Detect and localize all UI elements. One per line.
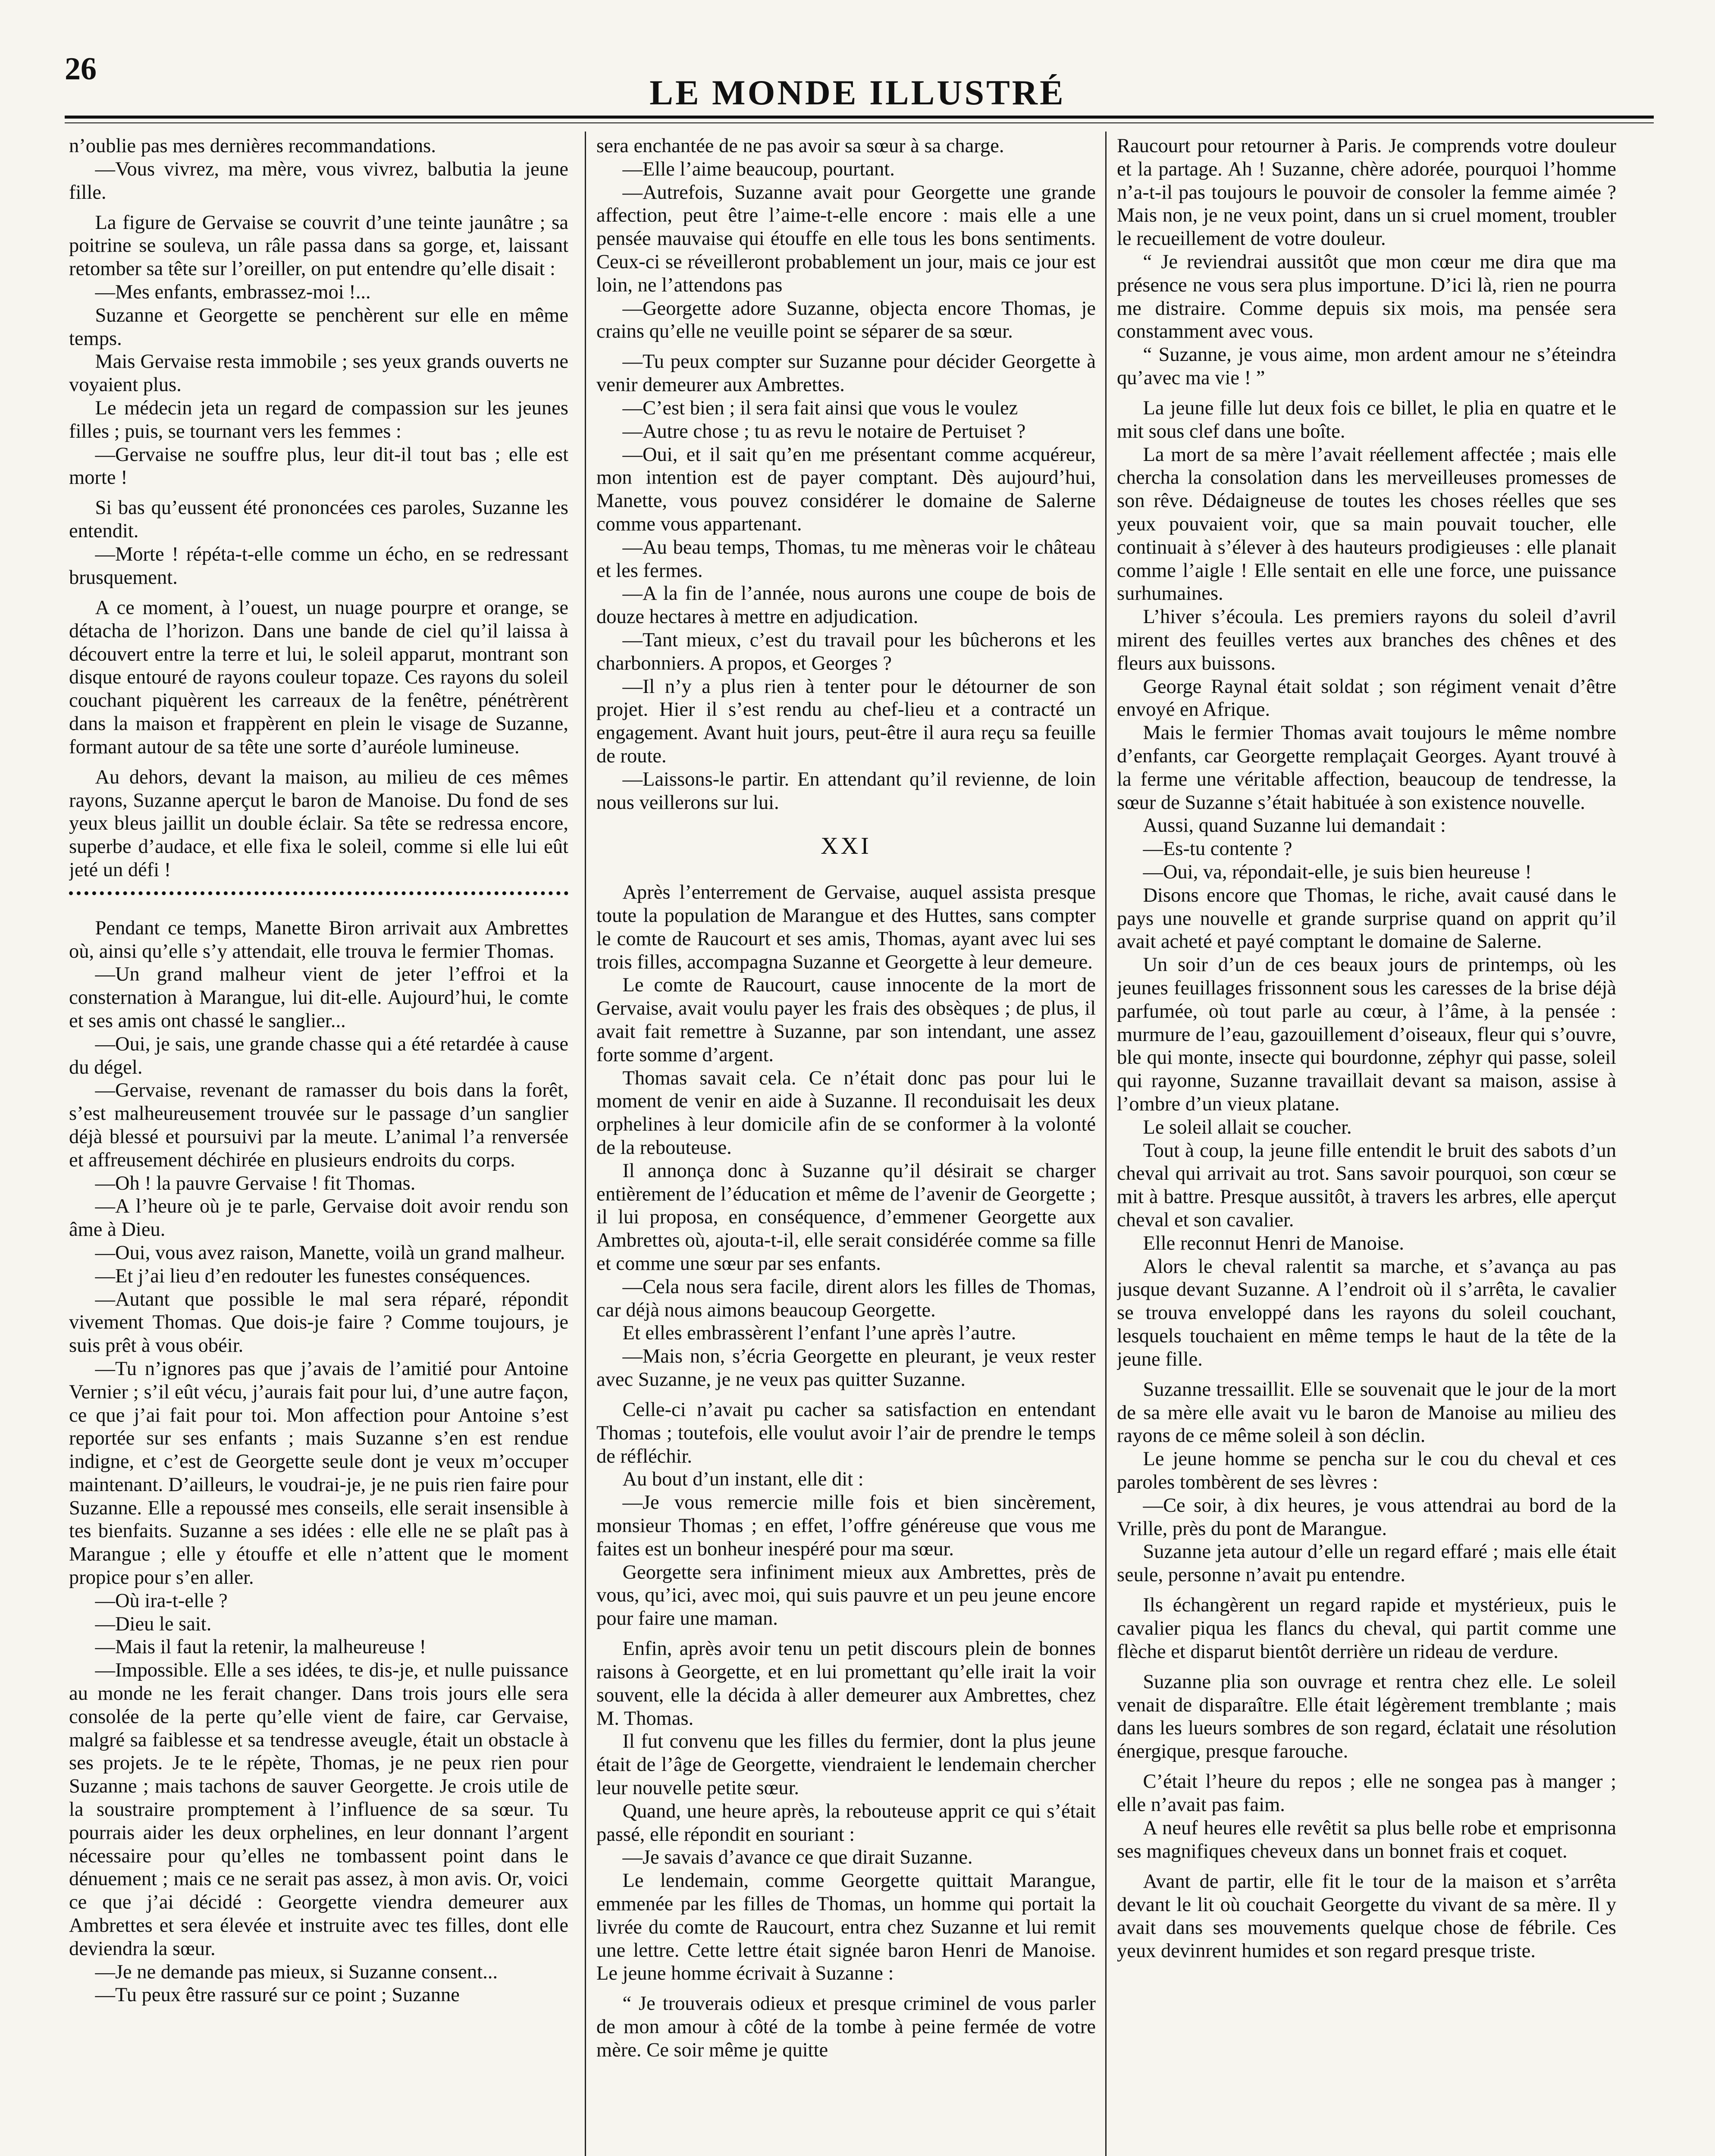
paragraph: Tout à coup, la jeune fille entendit le bruit des sabots d’un cheval qui arrivait au trot. Sans savoir pourquoi, son cœur se mit à battre. Presque aussitôt, à travers les arbres, elle aperçut cheval et son cavalier. (1117, 1139, 1616, 1231)
paragraph: —Cela nous sera facile, dirent alors les filles de Thomas, car déjà nous aimons beaucoup Georgette. (596, 1275, 1096, 1321)
paragraph: Pendant ce temps, Manette Biron arrivait aux Ambrettes où, ainsi qu’elle s’y attendait, elle trouva le fermier Thomas. (69, 917, 568, 962)
paragraph: Le comte de Raucourt, cause innocente de la mort de Gervaise, avait voulu payer les frais des obsèques ; de plus, il avait fait remettre à Suzanne, par son intendant, une assez forte somme d’argent. (596, 974, 1096, 1066)
text-column-3 (1117, 135, 1616, 2156)
paragraph: —Tu peux être rassuré sur ce point ; Suzanne (95, 1984, 460, 2006)
paragraph: La mort de sa mère l’avait réellement affectée ; mais elle chercha la consolation dans les merveilleuses promesses de son rêve. Dédaigneuse de toutes les choses réelles que ses yeux pouvaient voir, que sa main pouvait toucher, elle continuait à s’élever à des hauteurs prodigieuses : elle planait comme l’aigle ! Elle sentait en elle une force, une puissance surhumaines. (1117, 443, 1616, 605)
paragraph: —Oh ! la pauvre Gervaise ! fit Thomas. (95, 1172, 416, 1194)
paragraph: Au dehors, devant la maison, au milieu de ces mêmes rayons, Suzanne aperçut le baron de Manoise. Du fond de ses yeux bleus jaillit un double éclair. Sa tête se redressa encore, superbe d’audace, et elle fixa le soleil, comme si elle lui eût jeté un défi ! (69, 766, 568, 881)
paragraph: La figure de Gervaise se couvrit d’une teinte jaunâtre ; sa poitrine se souleva, un râle passa dans sa gorge, et, laissant retomber sa tête sur l’oreiller, on put entendre qu’elle disait : (69, 211, 568, 280)
paragraph: Le jeune homme se pencha sur le cou du cheval et ces paroles tombèrent de ses lèvres : (1117, 1448, 1616, 1493)
paragraph: —Autrefois, Suzanne avait pour Georgette une grande affection, peut être l’aime-t-elle encore : mais elle a une pensée mauvaise qui étouffe en elle tous les bons sentiments. Ceux-ci se réveilleront probablement un jour, mais ce jour est loin, ne l’attendons pas (596, 181, 1096, 296)
paragraph: —Vous vivrez, ma mère, vous vivrez, balbutia la jeune fille. (69, 158, 568, 204)
paragraph: Le lendemain, comme Georgette quittait Marangue, emmenée par les filles de Thomas, un homme qui portait la livrée du comte de Raucourt, entra chez Suzanne et lui remit une lettre. Cette lettre était signée baron Henri de Manoise. Le jeune homme écrivait à Suzanne : (596, 1870, 1096, 1985)
paragraph: n’oublie pas mes dernières recommandations. (69, 135, 436, 157)
paragraph: “ Je trouverais odieux et presque criminel de vous parler de mon amour à côté de la tombe à peine fermée de votre mère. Ce soir même je quitte (596, 1993, 1096, 2061)
paragraph: —Où ira-t-elle ? (95, 1589, 228, 1612)
paragraph: —Georgette adore Suzanne, objecta encore Thomas, je crains qu’elle ne veuille point se séparer de sa sœur. (596, 297, 1096, 343)
paragraph: —Tu n’ignores pas que j’avais de l’amitié pour Antoine Vernier ; s’il eût vécu, j’aurais fait pour lui, d’une autre façon, ce que j’ai fait pour toi. Mon affection pour Antoine s’est reportée sur ses enfants ; mais Suzanne s’en est rendue indigne, et c’est de Georgette seule dont je veux m’occuper maintenant. D’ailleurs, le voudrai-je, je ne puis rien faire pour Suzanne. Elle a repoussé mes conseils, elle serait insensible à tes bienfaits. Suzanne a ses idées : elle elle ne se plaît pas à Marangue ; elle y étouffe et elle n’attent que le moment propice pour s’en aller. (69, 1357, 568, 1589)
paragraph: —Ce soir, à dix heures, je vous attendrai au bord de la Vrille, près du pont de Marangue. (1117, 1494, 1616, 1540)
paragraph: La jeune fille lut deux fois ce billet, le plia en quatre et le mit sous clef dans une boîte. (1117, 397, 1616, 442)
paragraph: —Un grand malheur vient de jeter l’effroi et la consternation à Marangue, lui dit-elle. Aujourd’hui, le comte et ses amis ont chassé le sanglier... (69, 963, 568, 1032)
paragraph: “ Suzanne, je vous aime, mon ardent amour ne s’éteindra qu’avec ma vie ! ” (1117, 344, 1616, 389)
paragraph: Le médecin jeta un regard de compassion sur les jeunes filles ; puis, se tournant vers les femmes : (69, 397, 568, 442)
paragraph: Un soir d’un de ces beaux jours de printemps, où les jeunes feuillages frissonnent sous les caresses de la brise déjà parfumée, où tout parle au cœur, à l’âme, à la pensée : murmure de l’eau, gazouillement d’oiseaux, fleur qui s’ouvre, ble qui monte, insecte qui bourdonne, zéphyr qui passe, soleil qui rayonne, Suzanne travaillait devant sa maison, assise à l’ombre d’un vieux platane. (1117, 954, 1616, 1115)
paragraph: —Autant que possible le mal sera réparé, répondit vivement Thomas. Que dois-je faire ? Comme toujours, je suis prêt à vous obéir. (69, 1288, 568, 1357)
paragraph: —Oui, et il sait qu’en me présentant comme acquéreur, mon intention est de payer comptant. Dès aujourd’hui, Manette, vous pouvez considérer le domaine de Salerne comme vous appartenant. (596, 443, 1096, 536)
journal-title: LE MONDE ILLUSTRÉ (649, 73, 1066, 112)
paragraph: Disons encore que Thomas, le riche, avait causé dans le pays une nouvelle et grande surprise quand on apprit qu’il avait acheté et payé comptant le domaine de Salerne. (1117, 884, 1616, 953)
paragraph: —Mes enfants, embrassez-moi !... (95, 281, 371, 304)
paragraph: Georgette sera infiniment mieux aux Ambrettes, près de vous, qu’ici, avec moi, qui suis pauvre et un peu jeune encore pour faire une maman. (596, 1561, 1096, 1630)
paragraph: Le soleil allait se coucher. (1143, 1116, 1352, 1138)
paragraph: —Oui, va, répondait-elle, je suis bien heureuse ! (1143, 861, 1532, 883)
paragraph: Et elles embrassèrent l’enfant l’une après l’autre. (622, 1322, 1016, 1344)
paragraph: —Oui, vous avez raison, Manette, voilà un grand malheur. (95, 1241, 565, 1264)
paragraph: Suzanne et Georgette se penchèrent sur elle en même temps. (69, 304, 568, 350)
paragraph: Si bas qu’eussent été prononcées ces paroles, Suzanne les entendit. (69, 497, 568, 542)
paragraph: —Impossible. Elle a ses idées, te dis-je, et nulle puissance au monde ne les ferait changer. Dans trois jours elle sera consolée de la perte qu’elle vient de faire, car Gervaise, malgré sa faiblesse et sa tendresse aveugle, était un obstacle à ses projets. Je te le répète, Thomas, je ne peux rien pour Suzanne ; mais tachons de sauver Georgette. Je crois utile de la soustraire promptement à l’influence de sa sœur. Tu pourrais aider les deux orphelines, en leur donnant l’argent nécessaire pour qu’elles ne tombassent point dans le dénuement ; mais ce ne serait pas assez, à mon avis. Or, voici ce que j’ai décidé : Georgette viendra demeurer aux Ambrettes et sera élevée et instruite avec tes filles, dont elle deviendra la sœur. (69, 1659, 568, 1960)
column-divider (585, 132, 586, 2156)
paragraph: —Autre chose ; tu as revu le notaire de Pertuiset ? (622, 420, 1026, 442)
paragraph: Ils échangèrent un regard rapide et mystérieux, puis le cavalier piqua les flancs du cheval, qui partit comme une flèche et disparut bientôt derrière un rideau de verdure. (1117, 1594, 1616, 1663)
paragraph: Alors le cheval ralentit sa marche, et s’avança au pas jusque devant Suzanne. A l’endroit où il s’arrêta, le cavalier se trouva enveloppé dans les rayons du soleil couchant, lesquels touchaient en même temps le haut de la tête de la jeune fille. (1117, 1255, 1616, 1370)
paragraph: —Gervaise ne souffre plus, leur dit-il tout bas ; elle est morte ! (69, 443, 568, 489)
header-rule (65, 116, 1654, 119)
paragraph: —Il n’y a plus rien à tenter pour le détourner de son projet. Hier il s’est rendu au chef-lieu et a contracté un engagement. Avant huit jours, peut-être il aura reçu sa feuille de route. (596, 675, 1096, 767)
paragraph: —Au beau temps, Thomas, tu me mèneras voir le château et les fermes. (596, 536, 1096, 582)
paragraph: Mais Gervaise resta immobile ; ses yeux grands ouverts ne voyaient plus. (69, 351, 568, 396)
column-divider (1105, 132, 1107, 2156)
paragraph: Après l’enterrement de Gervaise, auquel assista presque toute la population de Marangue et des Huttes, sans compter le comte de Raucourt et ses amis, Thomas, ayant avec lui ses trois filles, accompagna Suzanne et Georgette à leur demeure. (596, 881, 1096, 973)
paragraph: A ce moment, à l’ouest, un nuage pourpre et orange, se détacha de l’horizon. Dans une bande de ciel qu’il laissa à découvert entre la terre et lui, le soleil apparut, montrant son disque entouré de rayons couleur topaze. Ces rayons du soleil couchant piquèrent les carreaux de la fenêtre, pénétrèrent dans la maison et frappèrent en plein le visage de Suzanne, formant autour de sa tête une sorte d’auréole lumineuse. (69, 596, 568, 758)
paragraph: —Dieu le sait. (95, 1613, 212, 1635)
paragraph: —Oui, je sais, une grande chasse qui a été retardée à cause du dégel. (69, 1033, 568, 1078)
header-rule-thin (65, 122, 1654, 123)
paragraph: —Tant mieux, c’est du travail pour les bûcherons et les charbonniers. A propos, et Georges ? (596, 629, 1096, 674)
paragraph: sera enchantée de ne pas avoir sa sœur à sa charge. (596, 135, 1004, 157)
page-number: 26 (65, 51, 97, 87)
paragraph: —Gervaise, revenant de ramasser du bois dans la forêt, s’est malheureusement trouvée sur le passage d’un sanglier déjà blessé et poursuivi par la meute. L’animal l’a renversée et affreusement déchirée en plusieurs endroits du corps. (69, 1079, 568, 1171)
paragraph: Mais le fermier Thomas avait toujours le même nombre d’enfants, car Georgette remplaçait Georges. Ayant trouvé à la ferme une véritable affection, beaucoup de tendresse, la sœur de Suzanne s’était habituée à son existence nouvelle. (1117, 722, 1616, 814)
paragraph: Il fut convenu que les filles du fermier, dont la plus jeune était de l’âge de Georgette, viendraient le lendemain chercher leur nouvelle petite sœur. (596, 1730, 1096, 1799)
paragraph: Celle-ci n’avait pu cacher sa satisfaction en entendant Thomas ; toutefois, elle voulut avoir l’air de prendre le temps de réfléchir. (596, 1398, 1096, 1467)
paragraph: “ Je reviendrai aussitôt que mon cœur me dira que ma présence ne vous sera plus importune. D’ici là, rien ne pourra me distraire. Comme depuis six mois, ma pensée sera constamment avec vous. (1117, 251, 1616, 343)
paragraph: A neuf heures elle revêtit sa plus belle robe et emprisonna ses magnifiques cheveux dans un bonnet frais et coquet. (1117, 1817, 1616, 1862)
paragraph: Quand, une heure après, la rebouteuse apprit ce qui s’était passé, elle répondit en souriant : (596, 1800, 1096, 1846)
paragraph: Au bout d’un instant, elle dit : (622, 1468, 864, 1491)
paragraph: Aussi, quand Suzanne lui demandait : (1143, 815, 1446, 837)
paragraph: Suzanne tressaillit. Elle se souvenait que le jour de la mort de sa mère elle avait vu le baron de Manoise au milieu des rayons de ce même soleil à son déclin. (1117, 1378, 1616, 1447)
paragraph: Il annonça donc à Suzanne qu’il désirait se charger entièrement de l’éducation et même de l’avenir de Georgette ; il lui proposa, en conséquence, d’emmener Georgette aux Ambrettes où, ajouta-t-il, elle serait considérée comme sa fille et comme une sœur par ses enfants. (596, 1159, 1096, 1275)
paragraph: —C’est bien ; il sera fait ainsi que vous le voulez (622, 397, 1018, 420)
paragraph: —A l’heure où je te parle, Gervaise doit avoir rendu son âme à Dieu. (69, 1195, 568, 1241)
paragraph: C’était l’heure du repos ; elle ne songea pas à manger ; elle n’avait pas faim. (1117, 1771, 1616, 1816)
paragraph: —Je savais d’avance ce que dirait Suzanne. (622, 1846, 973, 1869)
paragraph: —Mais non, s’écria Georgette en pleurant, je veux rester avec Suzanne, je ne veux pas quitter Suzanne. (596, 1345, 1096, 1391)
paragraph: Avant de partir, elle fit le tour de la maison et s’arrêta devant le lit où couchait Georgette du vivant de sa mère. Il y avait dans ses mouvements quelque chose de fébrile. Ces yeux devinrent humides et son regard presque triste. (1117, 1870, 1616, 1962)
paragraph: Enfin, après avoir tenu un petit discours plein de bonnes raisons à Georgette, et en lui promettant qu’elle irait la voir souvent, elle la décida à aller demeurer aux Ambrettes, chez M. Thomas. (596, 1638, 1096, 1730)
paragraph: —Morte ! répéta-t-elle comme un écho, en se redressant brusquement. (69, 543, 568, 589)
paragraph: —Tu peux compter sur Suzanne pour décider Georgette à venir demeurer aux Ambrettes. (596, 351, 1096, 396)
section-separator (69, 891, 568, 908)
paragraph: —Je ne demande pas mieux, si Suzanne consent... (95, 1961, 498, 1983)
paragraph: —Elle l’aime beaucoup, pourtant. (622, 158, 895, 180)
text-column-1 (69, 135, 568, 2156)
paragraph: George Raynal était soldat ; son régiment venait d’être envoyé en Afrique. (1117, 675, 1616, 721)
text-column-2 (596, 135, 1096, 2156)
paragraph: Elle reconnut Henri de Manoise. (1143, 1232, 1405, 1254)
paragraph: —Es-tu contente ? (1143, 838, 1292, 860)
paragraph: Suzanne plia son ouvrage et rentra chez elle. Le soleil venait de disparaître. Elle était légèrement tremblante ; mais dans les lueurs sombres de son regard, éclatait une résolution énergique, presque farouche. (1117, 1670, 1616, 1763)
paragraph: Thomas savait cela. Ce n’était donc pas pour lui le moment de venir en aide à Suzanne. Il reconduisait les deux orphelines à leur domicile afin de se conformer à la volonté de la rebouteuse. (596, 1067, 1096, 1159)
paragraph: Suzanne jeta autour d’elle un regard effaré ; mais elle était seule, personne n’avait pu entendre. (1117, 1541, 1616, 1586)
paragraph: —Mais il faut la retenir, la malheureuse ! (95, 1636, 426, 1658)
paragraph: —A la fin de l’année, nous aurons une coupe de bois de douze hectares à mettre en adjudication. (596, 583, 1096, 628)
paragraph: —Laissons-le partir. En attendant qu’il revienne, de loin nous veillerons sur lui. (596, 768, 1096, 814)
paragraph: —Et j’ai lieu d’en redouter les funestes conséquences. (95, 1265, 531, 1287)
paragraph: —Je vous remercie mille fois et bien sincèrement, monsieur Thomas ; en effet, l’offre généreuse que vous me faites est un bonheur inespéré pour ma sœur. (596, 1492, 1096, 1560)
paragraph: Raucourt pour retourner à Paris. Je comprends votre douleur et la partage. Ah ! Suzanne, chère adorée, pourquoi l’homme n’a-t-il pas toujours le pouvoir de consoler la femme aimée ? Mais non, je ne veux point, dans un si cruel moment, troubler le recueillement de votre douleur. (1117, 135, 1616, 250)
paragraph: L’hiver s’écoula. Les premiers rayons du soleil d’avril mirent des feuilles vertes aux branches des chênes et des fleurs aux buissons. (1117, 606, 1616, 674)
chapter-heading: XXI (821, 833, 872, 860)
